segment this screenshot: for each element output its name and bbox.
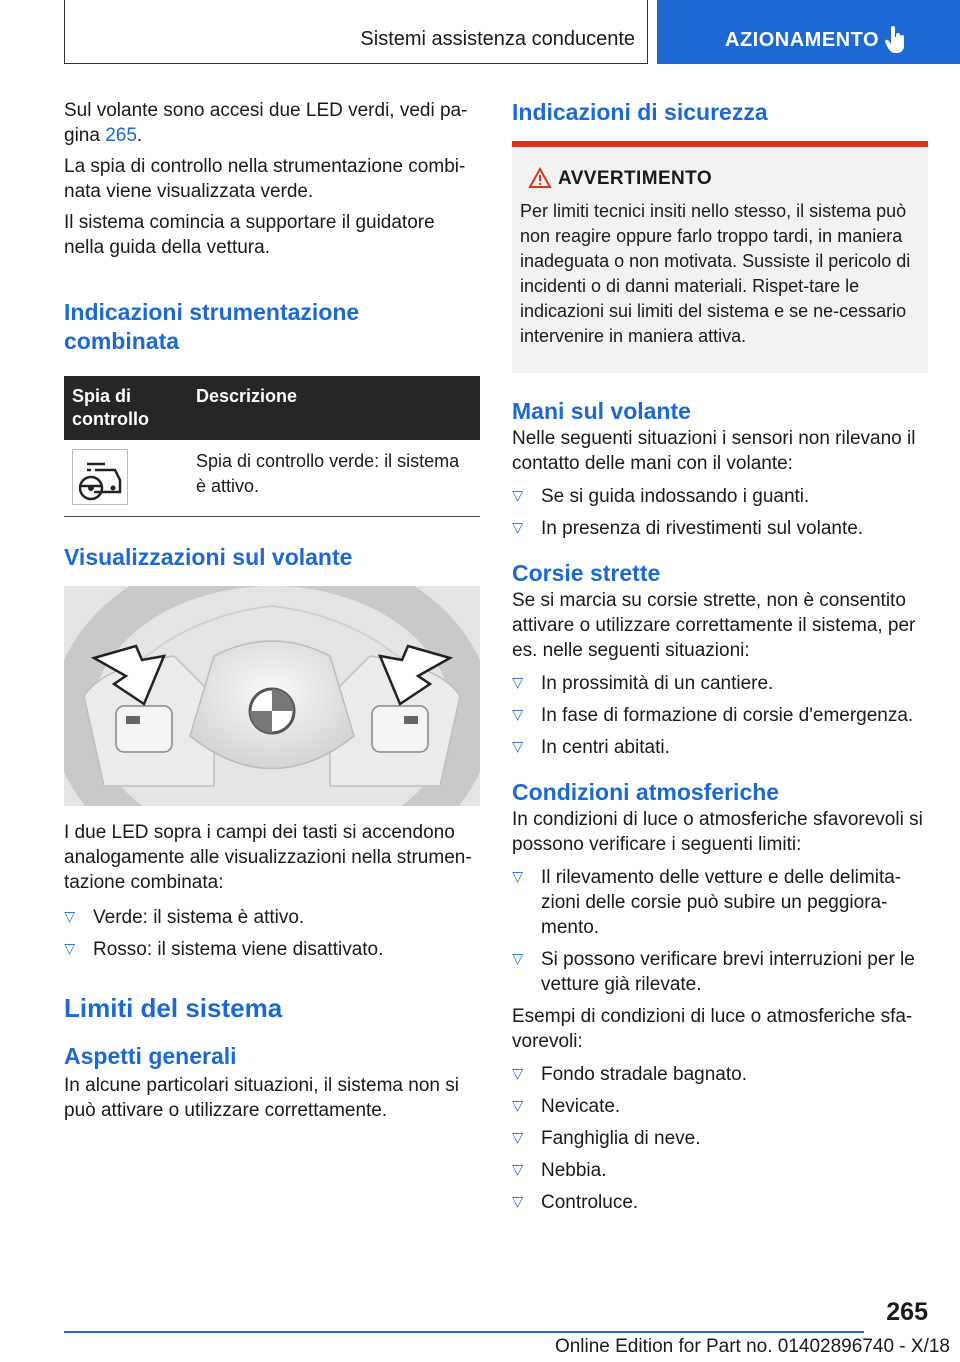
warning-text: Per limiti tecnici insiti nello stesso, il sistema può non reagire oppure farlo troppo tardi, in maniera inadeguata o non motivata. Sussiste il pericolo di incidenti o di danni materiali. Rispet-tare le indicazioni sui limiti del sistema e se ne-cessario intervenire in maniera attiva.	[520, 201, 911, 346]
indicator-table	[64, 376, 480, 517]
right-column	[512, 98, 928, 1222]
heading-steering-wheel-displays: Visualizzazioni sul volante	[64, 543, 353, 570]
intro-paragraph-3: Il sistema comincia a supportare il guidatore nella guida della vettura.	[64, 212, 435, 258]
table-header-lamp: Spia di controllo	[64, 376, 188, 440]
heading-weather-conditions: Condizioni atmosferiche	[512, 779, 780, 805]
wheel-description: I due LED sopra i campi dei tasti si accendono analogamente alle visualizzazioni nella strumen-tazione combinata:	[64, 821, 472, 893]
list-item: ▷ Controluce.	[512, 1190, 928, 1215]
list-item: ▷ Fondo stradale bagnato.	[512, 1062, 928, 1087]
page-number: 265	[886, 1298, 928, 1326]
header-chapter-box	[657, 0, 960, 64]
heading-hands-on-wheel: Mani sul volante	[512, 398, 691, 424]
header-chapter-title: AZIONAMENTO	[725, 29, 880, 51]
heading-system-limits: Limiti del sistema	[64, 992, 283, 1023]
heading-safety: Indicazioni di sicurezza	[512, 99, 768, 125]
list-item: ▷ Il rilevamento delle vetture e delle delimita-zioni delle corsie può subire un peggiora-mento.	[512, 865, 928, 940]
header-section-box	[64, 0, 648, 64]
weather-list	[512, 865, 928, 997]
footer-divider	[64, 1331, 864, 1333]
steering-assist-lamp-icon	[72, 449, 128, 505]
warning-triangle-icon	[528, 167, 552, 189]
warning-box	[512, 147, 928, 373]
hand-pointer-icon	[884, 26, 908, 54]
intro-paragraph-2: La spia di controllo nella strumentazione combi-nata viene visualizzata verde.	[64, 156, 466, 202]
list-item: ▷ Nevicate.	[512, 1094, 928, 1119]
list-item: ▷ Rosso: il sistema viene disattivato.	[64, 937, 480, 962]
heading-narrow-lanes: Corsie strette	[512, 560, 661, 586]
list-item: ▷ In centri abitati.	[512, 735, 928, 760]
examples-list	[512, 1062, 928, 1215]
table-header-description: Descrizione	[188, 376, 480, 440]
list-item: ▷ In presenza di rivestimenti sul volante.	[512, 516, 928, 541]
lanes-list	[512, 671, 928, 760]
hands-paragraph: Nelle seguenti situazioni i sensori non rilevano il contatto delle mani con il volante:	[512, 428, 916, 474]
heading-general-aspects: Aspetti generali	[64, 1042, 237, 1069]
list-item: ▷ Verde: il sistema è attivo.	[64, 905, 480, 930]
hands-list	[512, 484, 928, 541]
list-item: ▷ Si possono verificare brevi interruzioni per le vetture già rilevate.	[512, 947, 928, 997]
weather-paragraph: In condizioni di luce o atmosferiche sfavorevoli si possono verificare i seguenti limiti:	[512, 809, 923, 855]
steering-wheel-image	[64, 586, 480, 806]
footer-edition: Online Edition for Part no. 01402896740 - X/18	[554, 1336, 950, 1357]
table-cell-description: Spia di controllo verde: il sistema è attivo.	[188, 440, 480, 516]
table-row	[64, 440, 480, 516]
lanes-paragraph: Se si marcia su corsie strette, non è consentito attivare o utilizzare correttamente il sistema, per es. nelle seguenti situazioni:	[512, 590, 916, 661]
list-item: ▷ In fase di formazione di corsie d'emergenza.	[512, 703, 928, 728]
general-paragraph: In alcune particolari situazioni, il sistema non si può attivare o utilizzare correttamente.	[64, 1074, 459, 1121]
list-item: ▷ Se si guida indossando i guanti.	[512, 484, 928, 509]
list-item: ▷ Fanghiglia di neve.	[512, 1126, 928, 1151]
examples-paragraph: Esempi di condizioni di luce o atmosferiche sfa-vorevoli:	[512, 1006, 913, 1052]
wheel-led-list	[64, 905, 480, 962]
header-section-title: Sistemi assistenza conducente	[360, 28, 635, 50]
page-link[interactable]: 265	[105, 125, 137, 146]
heading-instrument-cluster: Indicazioni strumentazione combinata	[64, 299, 360, 354]
list-item: ▷ In prossimità di un cantiere.	[512, 671, 928, 696]
intro-paragraph-1: Sul volante sono accesi due LED verdi, vedi pa- gina 265.	[64, 100, 468, 146]
left-column	[64, 98, 480, 1129]
warning-title: AVVERTIMENTO	[558, 168, 712, 189]
list-item: ▷ Nebbia.	[512, 1158, 928, 1183]
